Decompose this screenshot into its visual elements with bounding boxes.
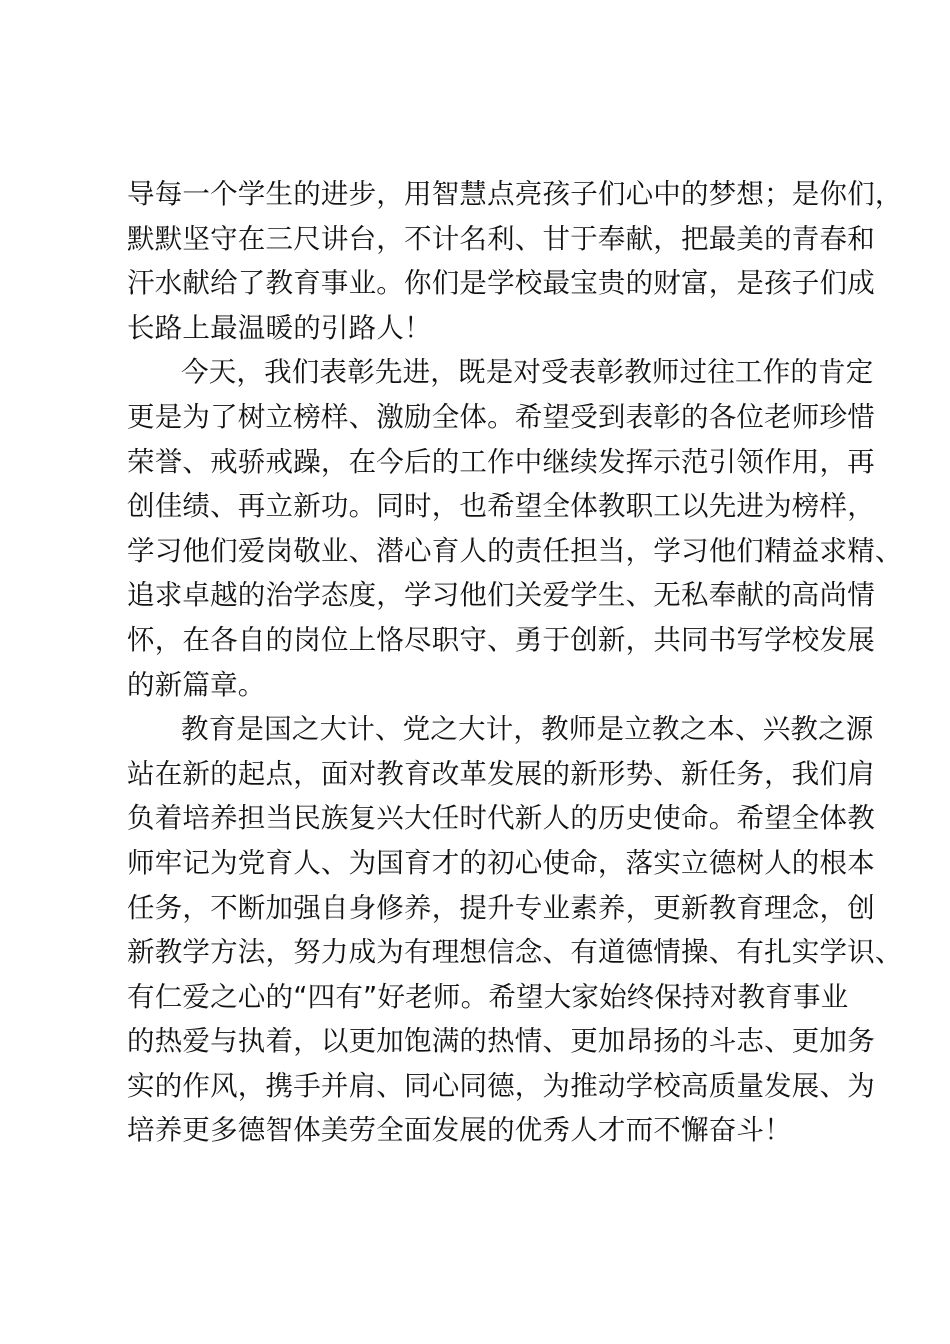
text-line: 的热爱与执着，以更加饱满的热情、更加昂扬的斗志、更加务	[127, 1025, 875, 1058]
text-line: 默默坚守在三尺讲台，不计名利、甘于奉献，把最美的青春和	[127, 222, 875, 255]
text-line: 学习他们爱岗敬业、潜心育人的责任担当，学习他们精益求精、	[127, 534, 903, 567]
paragraph-start-line: 今天，我们表彰先进，既是对受表彰教师过往工作的肯定	[181, 356, 874, 389]
text-line: 有仁爱之心的“四有”好老师。希望大家始终保持对教育事业	[127, 980, 849, 1013]
text-line: 更是为了树立榜样、激励全体。希望受到表彰的各位老师珍惜	[127, 400, 875, 433]
text-line: 新教学方法，努力成为有理想信念、有道德情操、有扎实学识、	[127, 936, 903, 969]
text-line: 培养更多德智体美劳全面发展的优秀人才而不懈奋斗！	[127, 1114, 792, 1147]
paragraph-start-line: 教育是国之大计、党之大计，教师是立教之本、兴教之源	[181, 713, 874, 746]
text-line: 追求卓越的治学态度，学习他们关爱学生、无私奉献的高尚情	[127, 579, 875, 612]
text-line: 负着培养担当民族复兴大任时代新人的历史使命。希望全体教	[127, 802, 875, 835]
text-line: 师牢记为党育人、为国育才的初心使命，落实立德树人的根本	[127, 846, 875, 879]
text-line: 创佳绩、再立新功。同时，也希望全体教职工以先进为榜样，	[127, 490, 875, 523]
text-line: 长路上最温暖的引路人！	[127, 311, 432, 344]
body-text	[127, 172, 903, 1153]
text-line: 荣誉、戒骄戒躁，在今后的工作中继续发挥示范引领作用，再	[127, 445, 875, 478]
text-line: 怀，在各自的岗位上恪尽职守、勇于创新，共同书写学校发展	[127, 623, 875, 656]
text-line: 实的作风，携手并肩、同心同德，为推动学校高质量发展、为	[127, 1069, 875, 1102]
text-line: 的新篇章。	[127, 668, 266, 701]
text-line: 站在新的起点，面对教育改革发展的新形势、新任务，我们肩	[127, 757, 875, 790]
text-line: 导每一个学生的进步，用智慧点亮孩子们心中的梦想；是你们，	[127, 178, 903, 210]
text-line: 任务，不断加强自身修养，提升专业素养，更新教育理念，创	[127, 891, 875, 924]
text-line: 汗水献给了教育事业。你们是学校最宝贵的财富，是孩子们成	[127, 267, 875, 300]
